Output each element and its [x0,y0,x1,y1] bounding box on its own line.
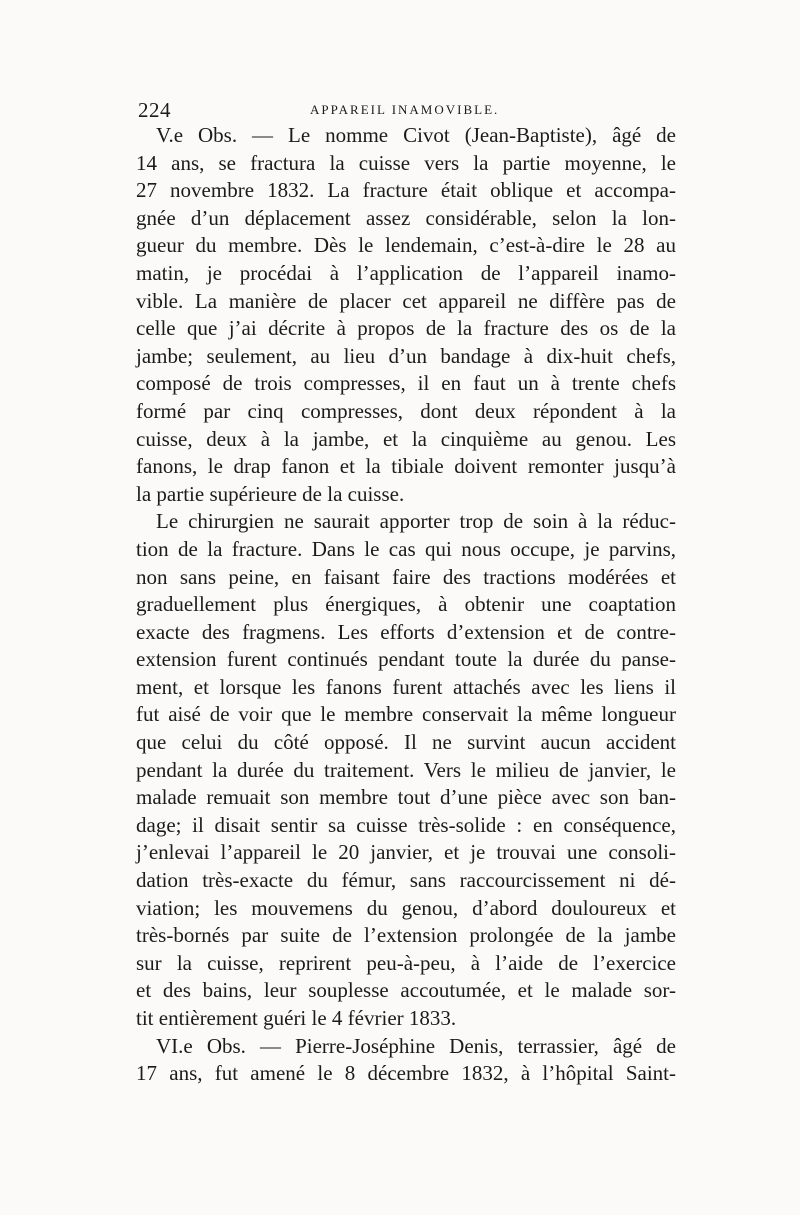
text-line: non sans peine, en faisant faire des tractions modérées et [136,564,676,589]
text-line: composé de trois compresses, il en faut un à trente chefs [136,371,676,396]
text-line: formé par cinq compresses, dont deux répondent à la [136,398,676,423]
text-line: 27 novembre 1832. La fracture était oblique et accompa- [136,178,676,203]
text-line: ment, et lorsque les fanons furent attachés avec les liens il [136,674,676,699]
text-line: jambe; seulement, au lieu d’un bandage à dix-huit chefs, [136,343,676,368]
text-line: que celui du côté opposé. Il ne survint aucun accident [136,730,676,755]
page-header [138,98,668,124]
text-line: tit entièrement guéri le 4 février 1833. [136,1006,457,1030]
text-line: dage; il disait sentir sa cuisse très-solide : en conséquence, [136,812,676,837]
text-line: 14 ans, se fractura la cuisse vers la partie moyenne, le [136,150,676,175]
page-number: 224 [138,98,171,122]
text-line: tion de la fracture. Dans le cas qui nous occupe, je parvins, [136,536,676,561]
text-line: très-bornés par suite de l’extension prolongée de la jambe [136,923,676,948]
text-line: V.e Obs. — Le nomme Civot (Jean-Baptiste), âgé de [156,123,676,147]
text-line: cuisse, deux à la jambe, et la cinquième au genou. Les [136,426,676,451]
text-line: malade remuait son membre tout d’une pièce avec son ban- [136,785,676,810]
text-line: celle que j’ai décrite à propos de la fracture des os de la [136,316,676,341]
text-line: et des bains, leur souplesse accoutumée, et le malade sor- [136,978,676,1003]
text-line: exacte des fragmens. Les efforts d’extension et de contre- [136,619,676,644]
text-line: dation très-exacte du fémur, sans raccourcissement ni dé- [136,868,676,893]
text-line: j’enlevai l’appareil le 20 janvier, et je trouvai une consoli- [136,840,676,865]
text-line: extension furent continués pendant toute la durée du panse- [136,647,676,672]
text-line: la partie supérieure de la cuisse. [136,481,405,506]
text-line: gueur du membre. Dès le lendemain, c’est-à-dire le 28 au [136,233,676,258]
text-line: vible. La manière de placer cet appareil ne diffère pas de [136,288,676,313]
text-line: Le chirurgien ne saurait apporter trop de soin à la réduc- [156,509,676,534]
text-line: viation; les mouvemens du genou, d’abord douloureux et [136,895,676,920]
text-line: sur la cuisse, reprirent peu-à-peu, à l’aide de l’exercice [136,950,676,975]
running-head: APPAREIL INAMOVIBLE. [310,102,500,117]
text-line: VI.e Obs. — Pierre-Joséphine Denis, terrassier, âgé de [156,1033,676,1058]
text-line: pendant la durée du traitement. Vers le milieu de janvier, le [136,757,676,782]
text-line: fanons, le drap fanon et la tibiale doivent remonter jusqu’à [136,454,676,479]
text-line: matin, je procédai à l’application de l’appareil inamo- [136,260,676,285]
text-line: fut aisé de voir que le membre conservait la même longueur [136,702,676,727]
text-line: graduellement plus énergiques, à obtenir une coaptation [136,592,676,617]
text-line: gnée d’un déplacement assez considérable, selon la lon- [136,205,676,230]
text-line: 17 ans, fut amené le 8 décembre 1832, à l’hôpital Saint- [136,1061,676,1086]
body-text [136,122,676,1088]
